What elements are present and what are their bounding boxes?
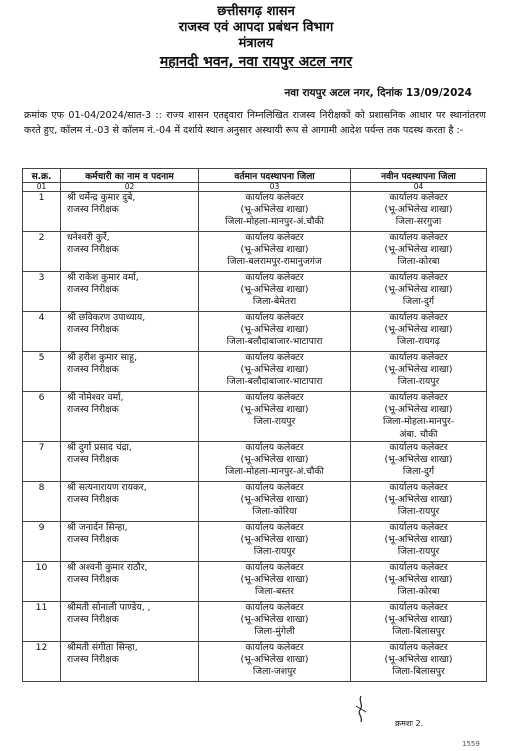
current-posting-line: जिला-मुंगेली bbox=[254, 626, 295, 638]
current-posting-line: जिला-जशपुर bbox=[252, 666, 297, 678]
new-posting-line: (भू-अभिलेख शाखा) bbox=[384, 654, 453, 666]
new-posting-line: अंबा. चौकी bbox=[399, 428, 438, 440]
current-posting-line: कार्यालय कलेक्टर bbox=[245, 521, 304, 533]
new-posting-line: कार्यालय कलेक्टर bbox=[389, 641, 448, 653]
current-posting-line: जिला-मोहला-मानपुर-अं.चौकी bbox=[225, 466, 324, 478]
current-posting-line: (भू-अभिलेख शाखा) bbox=[240, 284, 309, 296]
employee-cell bbox=[61, 521, 199, 561]
employee-name: श्री धर्मेन्द्र कुमार दुबे, bbox=[67, 192, 136, 203]
new-posting-cell bbox=[351, 561, 487, 601]
govt-title: छत्तीसगढ़ शासन bbox=[217, 4, 295, 19]
serial-number: 2 bbox=[38, 232, 45, 243]
serial-number-cell bbox=[23, 352, 61, 392]
current-posting-cell bbox=[199, 312, 351, 352]
employee-cell bbox=[61, 312, 199, 352]
employee-cell bbox=[61, 272, 199, 312]
current-posting-line: (भू-अभिलेख शाखा) bbox=[240, 534, 309, 546]
serial-number: 3 bbox=[38, 272, 45, 283]
employee-designation: राजस्व निरीक्षक bbox=[67, 284, 119, 296]
new-posting-line: जिला-सरगुजा bbox=[395, 216, 442, 228]
current-posting-cell bbox=[199, 352, 351, 392]
employee-designation: राजस्व निरीक्षक bbox=[67, 404, 119, 416]
current-posting-cell bbox=[199, 272, 351, 312]
new-posting-line: कार्यालय कलेक्टर bbox=[389, 192, 448, 203]
serial-number: 11 bbox=[35, 601, 48, 613]
serial-number-cell bbox=[23, 641, 61, 681]
current-posting-line: (भू-अभिलेख शाखा) bbox=[240, 574, 309, 586]
employee-designation: राजस्व निरीक्षक bbox=[67, 614, 119, 626]
current-posting-cell bbox=[199, 481, 351, 521]
new-posting-cell bbox=[351, 192, 487, 232]
table-row bbox=[23, 561, 487, 601]
new-posting-line: (भू-अभिलेख शाखा) bbox=[384, 284, 453, 296]
employee-name: श्री नोमेश्वर वर्मा, bbox=[67, 392, 124, 403]
employee-name: श्रीमती संगीता सिन्हा, bbox=[67, 641, 138, 653]
new-posting-line: कार्यालय कलेक्टर bbox=[389, 232, 448, 243]
new-posting-line: जिला-रायपुर bbox=[397, 376, 440, 388]
employee-designation: राजस्व निरीक्षक bbox=[67, 494, 119, 506]
serial-number-cell bbox=[23, 192, 61, 232]
new-posting-line: जिला-रायगढ़ bbox=[397, 336, 440, 348]
serial-number: 9 bbox=[38, 521, 45, 533]
transfer-table bbox=[22, 168, 487, 682]
employee-name: श्री छविकरण उपाध्याय, bbox=[67, 312, 146, 323]
current-posting-line: (भू-अभिलेख शाखा) bbox=[240, 494, 309, 506]
col-num: 03 bbox=[199, 183, 351, 192]
employee-cell bbox=[61, 641, 199, 681]
serial-number: 7 bbox=[38, 441, 45, 453]
current-posting-line: जिला-कोरिया bbox=[252, 506, 297, 518]
serial-number: 6 bbox=[38, 392, 45, 403]
current-posting-line: कार्यालय कलेक्टर bbox=[245, 352, 304, 363]
employee-name: श्री जनार्दन सिन्हा, bbox=[67, 521, 128, 533]
new-posting-line: (भू-अभिलेख शाखा) bbox=[384, 574, 453, 586]
employee-cell bbox=[61, 192, 199, 232]
table-row bbox=[23, 232, 487, 272]
current-posting-line: (भू-अभिलेख शाखा) bbox=[240, 654, 309, 666]
new-posting-line: कार्यालय कलेक्टर bbox=[389, 352, 448, 363]
current-posting-line: जिला-बस्तर bbox=[255, 586, 294, 598]
current-posting-cell bbox=[199, 192, 351, 232]
current-posting-line: (भू-अभिलेख शाखा) bbox=[240, 364, 309, 376]
current-posting-line: कार्यालय कलेक्टर bbox=[245, 601, 304, 613]
current-posting-line: कार्यालय कलेक्टर bbox=[245, 392, 304, 403]
employee-name: श्री हरीश कुमार साहू, bbox=[67, 352, 137, 363]
table-row bbox=[23, 601, 487, 641]
serial-number-cell bbox=[23, 561, 61, 601]
order-intro: क्रमांक एफ 01-04/2024/सात-3 :: राज्य शासन एतद्द्वारा निम्नलिखित राजस्व निरीक्षकों को प्रशासनिक आधार पर स्थानांतरण करते हुए, कॉलम नं.-03 से कॉलम नं.-04 में दर्शाये स्थान अनुसार अस्थायी रूप से आगामी आदेश पर्यन्त तक पदस्थ करता है :- bbox=[24, 110, 486, 136]
new-posting-line: (भू-अभिलेख शाखा) bbox=[384, 494, 453, 506]
new-posting-cell bbox=[351, 481, 487, 521]
new-posting-line: कार्यालय कलेक्टर bbox=[389, 561, 448, 573]
current-posting-line: कार्यालय कलेक्टर bbox=[245, 232, 304, 243]
employee-designation: राजस्व निरीक्षक bbox=[67, 364, 119, 376]
serial-number: 5 bbox=[38, 352, 45, 363]
current-posting-line: कार्यालय कलेक्टर bbox=[245, 481, 304, 493]
employee-designation: राजस्व निरीक्षक bbox=[67, 324, 119, 336]
col-header-current: वर्तमान पदस्थापना जिला bbox=[199, 169, 351, 183]
new-posting-cell bbox=[351, 392, 487, 442]
new-posting-line: जिला-दुर्ग bbox=[402, 296, 435, 308]
current-posting-line: जिला-बेमेतरा bbox=[252, 296, 297, 308]
current-posting-line: (भू-अभिलेख शाखा) bbox=[240, 204, 309, 216]
serial-number-cell bbox=[23, 392, 61, 442]
new-posting-cell bbox=[351, 521, 487, 561]
new-posting-cell bbox=[351, 352, 487, 392]
current-posting-line: कार्यालय कलेक्टर bbox=[245, 272, 304, 283]
new-posting-line: जिला-रायपुर bbox=[397, 506, 440, 518]
employee-name: श्रीमती सोनाली पाण्डेय, , bbox=[67, 601, 151, 613]
current-posting-cell bbox=[199, 441, 351, 481]
table-row bbox=[23, 441, 487, 481]
serial-number: 4 bbox=[38, 312, 45, 323]
employee-designation: राजस्व निरीक्षक bbox=[67, 654, 119, 666]
employee-cell bbox=[61, 232, 199, 272]
col-number-row bbox=[23, 183, 487, 192]
continued-note: क्रमशः 2. bbox=[395, 719, 424, 728]
current-posting-cell bbox=[199, 601, 351, 641]
serial-number: 10 bbox=[35, 561, 48, 573]
table-row bbox=[23, 392, 487, 442]
new-posting-line: जिला-दुर्ग bbox=[402, 466, 435, 478]
serial-number-cell bbox=[23, 232, 61, 272]
new-posting-line: कार्यालय कलेक्टर bbox=[389, 272, 448, 283]
new-posting-line: (भू-अभिलेख शाखा) bbox=[384, 324, 453, 336]
new-posting-line: (भू-अभिलेख शाखा) bbox=[384, 454, 453, 466]
col-header-new: नवीन पदस्थापना जिला bbox=[351, 169, 487, 183]
employee-name: श्री अश्वनी कुमार राठौर, bbox=[67, 561, 148, 573]
employee-designation: राजस्व निरीक्षक bbox=[67, 574, 119, 586]
current-posting-line: (भू-अभिलेख शाखा) bbox=[240, 324, 309, 336]
current-posting-cell bbox=[199, 561, 351, 601]
employee-cell bbox=[61, 352, 199, 392]
serial-number-cell bbox=[23, 521, 61, 561]
current-posting-line: कार्यालय कलेक्टर bbox=[245, 312, 304, 323]
new-posting-cell bbox=[351, 272, 487, 312]
employee-cell bbox=[61, 392, 199, 442]
col-num: 04 bbox=[351, 183, 487, 192]
table-header-row bbox=[23, 169, 487, 183]
current-posting-line: (भू-अभिलेख शाखा) bbox=[240, 454, 309, 466]
col-num: 02 bbox=[61, 183, 199, 192]
current-posting-line: (भू-अभिलेख शाखा) bbox=[240, 404, 309, 416]
new-posting-cell bbox=[351, 312, 487, 352]
col-num: 01 bbox=[23, 183, 61, 192]
new-posting-cell bbox=[351, 441, 487, 481]
current-posting-cell bbox=[199, 641, 351, 681]
new-posting-line: कार्यालय कलेक्टर bbox=[389, 441, 448, 453]
current-posting-line: कार्यालय कलेक्टर bbox=[245, 641, 304, 653]
table-row bbox=[23, 481, 487, 521]
new-posting-line: (भू-अभिलेख शाखा) bbox=[384, 534, 453, 546]
serial-number-cell bbox=[23, 272, 61, 312]
table-row bbox=[23, 272, 487, 312]
current-posting-line: (भू-अभिलेख शाखा) bbox=[240, 614, 309, 626]
department-title: राजस्व एवं आपदा प्रबंधन विभाग bbox=[178, 20, 334, 35]
new-posting-line: कार्यालय कलेक्टर bbox=[389, 481, 448, 493]
new-posting-line: (भू-अभिलेख शाखा) bbox=[384, 204, 453, 216]
current-posting-line: जिला-रायपुर bbox=[253, 546, 296, 558]
new-posting-line: (भू-अभिलेख शाखा) bbox=[384, 244, 453, 256]
employee-cell bbox=[61, 561, 199, 601]
current-posting-cell bbox=[199, 521, 351, 561]
current-posting-line: जिला-बलरामपुर-रामानुजगंज bbox=[227, 256, 322, 268]
new-posting-line: जिला-बिलासपुर bbox=[392, 666, 445, 678]
current-posting-line: कार्यालय कलेक्टर bbox=[245, 192, 304, 203]
col-header-sn: स.क्र. bbox=[23, 169, 61, 183]
new-posting-line: जिला-मोहला-मानपुर- bbox=[382, 416, 455, 428]
new-posting-line: (भू-अभिलेख शाखा) bbox=[384, 364, 453, 376]
current-posting-line: (भू-अभिलेख शाखा) bbox=[240, 244, 309, 256]
table-row bbox=[23, 641, 487, 681]
table-row bbox=[23, 192, 487, 232]
new-posting-line: कार्यालय कलेक्टर bbox=[389, 521, 448, 533]
serial-number-cell bbox=[23, 312, 61, 352]
new-posting-cell bbox=[351, 232, 487, 272]
employee-designation: राजस्व निरीक्षक bbox=[67, 204, 119, 216]
page-mark: 1559 bbox=[462, 740, 480, 748]
employee-designation: राजस्व निरीक्षक bbox=[67, 244, 119, 256]
employee-cell bbox=[61, 481, 199, 521]
new-posting-line: जिला-बिलासपुर bbox=[392, 626, 445, 638]
employee-designation: राजस्व निरीक्षक bbox=[67, 534, 119, 546]
new-posting-line: कार्यालय कलेक्टर bbox=[389, 392, 448, 403]
current-posting-line: जिला-रायपुर bbox=[253, 416, 296, 428]
new-posting-line: (भू-अभिलेख शाखा) bbox=[384, 404, 453, 416]
serial-number-cell bbox=[23, 601, 61, 641]
current-posting-line: कार्यालय कलेक्टर bbox=[245, 561, 304, 573]
new-posting-line: जिला-रायपुर bbox=[397, 546, 440, 558]
current-posting-cell bbox=[199, 392, 351, 442]
new-posting-cell bbox=[351, 641, 487, 681]
serial-number: 12 bbox=[35, 641, 48, 653]
address-title: महानदी भवन, नवा रायपुर अटल नगर bbox=[159, 54, 353, 70]
col-header-name: कर्मचारी का नाम व पदनाम bbox=[61, 169, 199, 183]
new-posting-cell bbox=[351, 601, 487, 641]
serial-number: 8 bbox=[38, 481, 45, 493]
new-posting-line: कार्यालय कलेक्टर bbox=[389, 312, 448, 323]
employee-name: श्री दुर्गा प्रसाद चंद्रा, bbox=[67, 441, 132, 453]
serial-number-cell bbox=[23, 481, 61, 521]
place-date: नवा रायपुर अटल नगर, दिनांक 13/09/2024 bbox=[284, 87, 472, 99]
table-row bbox=[23, 312, 487, 352]
table-row bbox=[23, 521, 487, 561]
table-row bbox=[23, 352, 487, 392]
serial-number-cell bbox=[23, 441, 61, 481]
ministry-title: मंत्रालय bbox=[238, 36, 274, 51]
table-body bbox=[23, 183, 487, 682]
employee-designation: राजस्व निरीक्षक bbox=[67, 454, 119, 466]
employee-name: श्री सत्यनारायण रायकर, bbox=[67, 481, 147, 493]
employee-name: श्री राकेश कुमार वर्मा, bbox=[67, 272, 139, 283]
new-posting-line: जिला-कोरबा bbox=[397, 256, 440, 268]
current-posting-line: कार्यालय कलेक्टर bbox=[245, 441, 304, 453]
employee-cell bbox=[61, 601, 199, 641]
new-posting-line: जिला-कोरबा bbox=[397, 586, 440, 598]
current-posting-line: जिला-मोहला-मानपुर-अं.चौकी bbox=[225, 216, 324, 228]
employee-name: धनेश्वरी कुर्रे, bbox=[67, 232, 110, 243]
current-posting-cell bbox=[199, 232, 351, 272]
signature-mark bbox=[352, 694, 370, 724]
new-posting-line: (भू-अभिलेख शाखा) bbox=[384, 614, 453, 626]
employee-cell bbox=[61, 441, 199, 481]
current-posting-line: जिला-बलौदाबाजार-भाटापारा bbox=[226, 336, 323, 348]
serial-number: 1 bbox=[38, 192, 45, 203]
current-posting-line: जिला-बलौदाबाजार-भाटापारा bbox=[226, 376, 323, 388]
new-posting-line: कार्यालय कलेक्टर bbox=[389, 601, 448, 613]
